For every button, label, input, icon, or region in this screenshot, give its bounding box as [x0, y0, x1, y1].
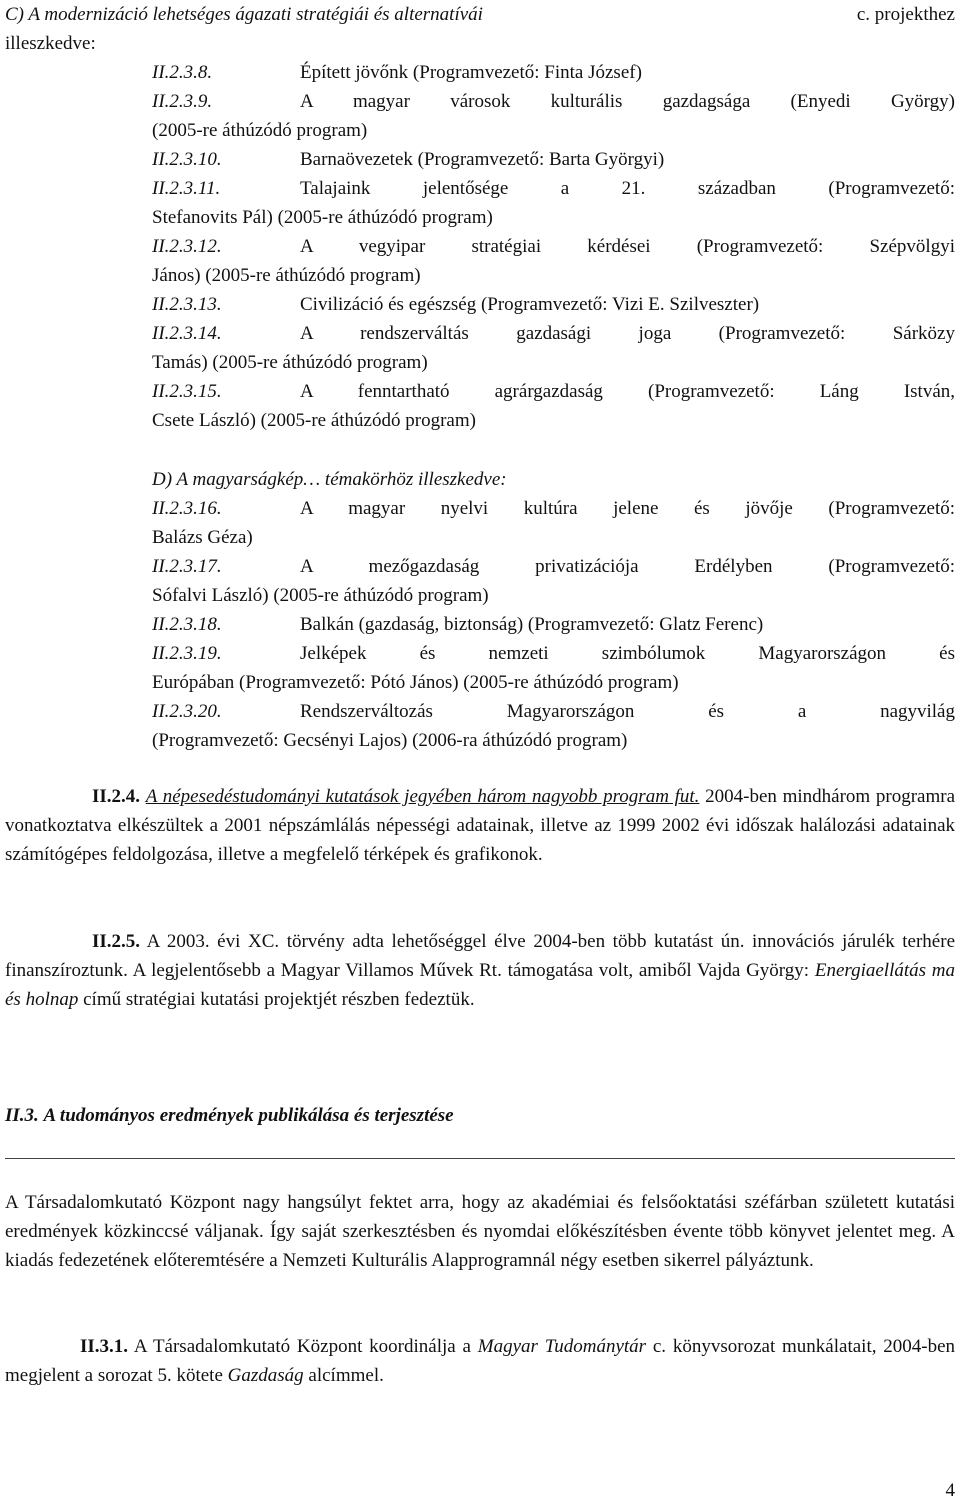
- list-item: [152, 145, 955, 174]
- paragraph-label: II.3.1.: [80, 1336, 129, 1357]
- paragraph-text: A 2003. évi XC. törvény adta lehetőséggel élve 2004-ben több kutatást ún. innovációs járulék terhére finanszíroztunk. A legjelentősebb a Magyar Villamos Művek Rt. támogatása volt, amiből Vajda György:: [5, 931, 956, 981]
- list-item: [152, 697, 955, 755]
- list-item: [152, 174, 955, 232]
- list-item: [152, 290, 955, 319]
- list-item: [152, 610, 955, 639]
- item-title: Jelképek és nemzeti szimbólumok Magyarországon és: [300, 643, 955, 664]
- paragraph-text: alcímmel.: [308, 1365, 384, 1386]
- item-code: II.2.3.9.: [152, 91, 213, 112]
- list-item: [152, 87, 955, 145]
- item-title-continued: Európában (Programvezető: Pótó János) (2005-re áthúzódó program): [152, 672, 679, 693]
- section-label: II.3.: [5, 1105, 39, 1126]
- item-code: II.2.3.19.: [152, 643, 222, 664]
- item-code: II.2.3.10.: [152, 149, 222, 170]
- list-item: [152, 377, 955, 435]
- item-title-continued: Sófalvi László) (2005-re áthúzódó program): [152, 585, 489, 606]
- paragraph-label: II.2.5.: [92, 931, 141, 952]
- book-title: Energiaellátás ma és holnap: [5, 960, 955, 1010]
- list-item: [152, 58, 955, 87]
- paragraph-text: című stratégiai kutatási projektjét részben fedeztük.: [83, 989, 475, 1010]
- item-code: II.2.3.14.: [152, 323, 222, 344]
- item-code: II.2.3.17.: [152, 556, 222, 577]
- item-title-continued: János) (2005-re áthúzódó program): [152, 265, 421, 286]
- paragraph-label: II.2.4.: [92, 786, 141, 807]
- paragraph-text: A Társadalomkutató Központ koordinálja a: [133, 1336, 471, 1357]
- section-c-heading-rest: c. projekthez: [856, 4, 955, 25]
- item-title-continued: (2005-re áthúzódó program): [152, 120, 368, 141]
- page-number: 4: [945, 1480, 955, 1501]
- item-title: Barnaövezetek (Programvezető: Barta Györgyi): [300, 149, 665, 170]
- item-title: Talajaink jelentősége a 21. században (Programvezető:: [300, 178, 955, 199]
- item-title: Rendszerváltozás Magyarországon és a nagyvilág: [300, 701, 955, 722]
- item-code: II.2.3.16.: [152, 498, 222, 519]
- paragraph-ii-2-5: [5, 927, 955, 1014]
- item-title-continued: Balázs Géza): [152, 527, 253, 548]
- section-c-heading: [5, 0, 955, 58]
- item-code: II.2.3.12.: [152, 236, 222, 257]
- item-title: A magyar nyelvi kultúra jelene és jövője (Programvezető:: [300, 498, 955, 519]
- list-item: [152, 639, 955, 697]
- section-d-heading: D) A magyarságkép… témakörhöz illeszkedve:: [152, 469, 507, 490]
- item-code: II.2.3.8.: [152, 62, 213, 83]
- volume-title: Gazdaság: [227, 1365, 304, 1386]
- paragraph-ii-3-1: [5, 1332, 955, 1390]
- list-item: [152, 232, 955, 290]
- series-title: Magyar Tudománytár: [477, 1336, 647, 1357]
- item-title-continued: Csete László) (2005-re áthúzódó program): [152, 410, 476, 431]
- item-title: Épített jövőnk (Programvezető: Finta József): [300, 62, 642, 83]
- paragraph-tarsadalomkutato: A Társadalomkutató Központ nagy hangsúlyt fektet arra, hogy az akadémiai és felsőoktatási széfárban született kutatási eredmények közkinccsé váljanak. Így saját szerkesztésben és nyomdai előkészítésben évente több könyvet jelentet meg. A kiadás fedezetének előteremtésére a Nemzeti Kulturális Alapprogramnál négy esetben sikerrel pályáztunk.: [5, 1192, 955, 1271]
- item-title-continued: (Programvezető: Gecsényi Lajos) (2006-ra áthúzódó program): [152, 730, 628, 751]
- item-code: II.2.3.18.: [152, 614, 222, 635]
- section-c-heading-line2: illeszkedve:: [5, 33, 96, 54]
- divider: [5, 1158, 955, 1159]
- paragraph-ii-2-4: [5, 782, 955, 869]
- section-title: A tudományos eredmények publikálása és terjesztése: [43, 1105, 454, 1126]
- item-title: Civilizáció és egészség (Programvezető: Vizi E. Szilveszter): [300, 294, 760, 315]
- item-title-continued: Tamás) (2005-re áthúzódó program): [152, 352, 428, 373]
- section-c-heading-italic: C) A modernizáció lehetséges ágazati stratégiái és alternatívái: [5, 4, 483, 25]
- list-item: [152, 319, 955, 377]
- item-title: A fenntartható agrárgazdaság (Programvezető: Láng István,: [300, 381, 955, 402]
- item-title: A vegyipar stratégiai kérdései (Programvezető: Szépvölgyi: [300, 236, 955, 257]
- item-title-continued: Stefanovits Pál) (2005-re áthúzódó program): [152, 207, 493, 228]
- item-code: II.2.3.11.: [152, 178, 221, 199]
- list-item: [152, 552, 955, 610]
- item-code: II.2.3.13.: [152, 294, 222, 315]
- item-title: A mezőgazdaság privatizációja Erdélyben (Programvezető:: [300, 556, 955, 577]
- paragraph-text: c. könyvsorozat munkálatait, 2004-ben megjelent a sorozat 5. kötete: [5, 1336, 956, 1386]
- item-title: Balkán (gazdaság, biztonság) (Programvezető: Glatz Ferenc): [300, 614, 764, 635]
- item-code: II.2.3.20.: [152, 701, 222, 722]
- section-d-list: [152, 494, 955, 755]
- item-title: A magyar városok kulturális gazdagsága (Enyedi György): [300, 91, 955, 112]
- item-code: II.2.3.15.: [152, 381, 222, 402]
- item-title: A rendszerváltás gazdasági joga (Programvezető: Sárközy: [300, 323, 955, 344]
- paragraph-text: 2004-ben mindhárom programra vonatkoztatva elkészültek a 2001 népszámlálás népességi adatainak, illetve az 1999 2002 évi időszak halálozási adatainak számítógépes feldolgozása, illetve a megfelelő térképek és grafikonok.: [5, 786, 956, 865]
- section-c-list: [152, 58, 955, 435]
- list-item: [152, 494, 955, 552]
- section-ii-3-heading: [5, 1101, 955, 1130]
- paragraph-italic: A népesedéstudományi kutatások jegyében három nagyobb program fut.: [145, 786, 700, 807]
